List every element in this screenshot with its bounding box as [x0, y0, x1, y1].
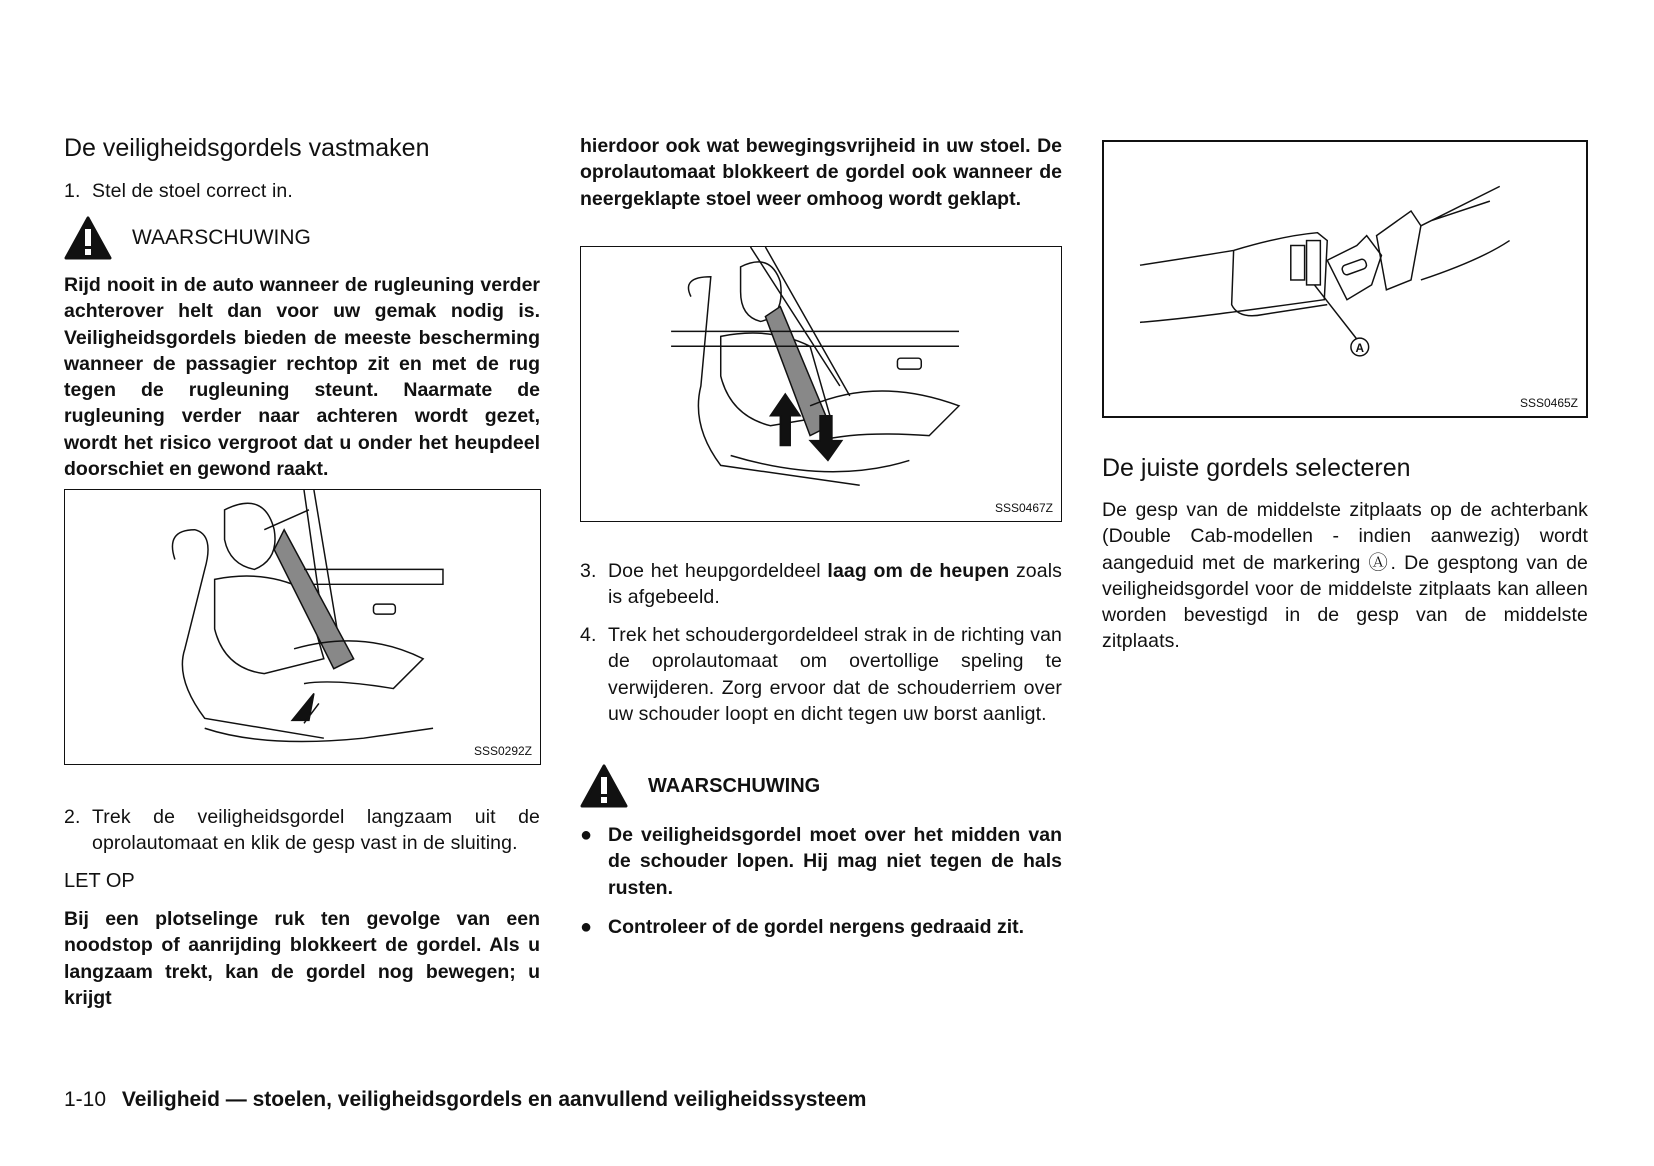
warning-text: Rijd nooit in de auto wanneer de rugleuning verder achterover helt dan voor uw gemak nodig is. Veiligheidsgordels bieden de meeste bescherming wanneer de passagier rechtop zit en met de rug tegen de rugleuning steunt. Naarmate de rugleuning verder naar achteren wordt gezet, wordt het risico vergroot dat u onder het heupdeel doorschiet en gewond raakt.: [64, 274, 540, 481]
section-body: De gesp van de middelste zitplaats op de achterbank (Double Cab-modellen - indien aanwezig) wordt aangeduid met de markering Ⓐ. De gesptong van de veiligheidsgordel voor de middelste zitplaats kan alleen worden bevestigd in de gesp van de middelste zitplaats.: [1102, 499, 1588, 653]
page-footer: [64, 1088, 866, 1112]
warning-label: WAARSCHUWING: [132, 226, 311, 249]
figure-code: SSS0465Z: [1519, 396, 1578, 410]
section-heading: De juiste gordels selecteren: [1102, 454, 1411, 482]
figure-lap-belt-illustration: [580, 246, 1062, 522]
chapter-title: Veiligheid — stoelen, veiligheidsgordels en aanvullend veiligheidssysteem: [121, 1088, 867, 1111]
warning-bullet: [580, 914, 1062, 940]
warning-triangle-icon: [64, 216, 112, 260]
step-1: [64, 178, 540, 204]
lap-belt-illustration: [581, 247, 1061, 521]
step-text: Trek de veiligheidsgordel langzaam uit de oprolautomaat en klik de gesp vast in de sluiting.: [92, 806, 540, 855]
step-4: [580, 622, 1062, 727]
seatbelt-illustration: [65, 490, 540, 764]
section-heading: De veiligheidsgordels vastmaken: [64, 134, 430, 162]
continued-text: hierdoor ook wat bewegingsvrijheid in uw stoel. De oprolautomaat blokkeert de gordel ook wanneer de neergeklapte stoel weer omhoog wordt geklapt.: [580, 135, 1062, 210]
bullet-icon: ●: [580, 824, 593, 846]
bullet-text: De veiligheidsgordel moet over het midden van de schouder lopen. Hij mag niet tegen de hals rusten.: [608, 824, 1062, 899]
bullet-text: Controleer of de gordel nergens gedraaid zit.: [608, 916, 1025, 938]
figure-marker: A: [1355, 340, 1365, 355]
figure-buckle-illustration: [1102, 140, 1588, 418]
figure-code: SSS0292Z: [473, 744, 532, 758]
step-number: 3.: [580, 560, 597, 582]
step-text: zoals is afgebeeld.: [608, 560, 1062, 609]
figure-seated-belt-illustration: [64, 489, 541, 765]
step-number: 1.: [64, 180, 81, 202]
note-text: Bij een plotselinge ruk ten gevolge van een noodstop of aanrijding blokkeert de gordel. Als u langzaam trekt, kan de gordel nog bewegen; u krijgt: [64, 908, 540, 1009]
figure-code: SSS0467Z: [994, 501, 1053, 515]
step-number: 2.: [64, 806, 81, 828]
warning-header: [64, 216, 311, 260]
step-text-bold: laag om de heupen: [827, 560, 1010, 582]
warning-triangle-icon: [580, 764, 628, 808]
warning-bullet: [580, 822, 1062, 901]
buckle-illustration: [1104, 142, 1586, 416]
step-number: 4.: [580, 624, 597, 646]
bullet-icon: ●: [580, 916, 593, 938]
warning-label: WAARSCHUWING: [648, 774, 821, 797]
step-2: [64, 804, 540, 857]
step-text: Doe het heupgordeldeel: [608, 560, 828, 582]
step-3: [580, 558, 1062, 611]
step-text: Trek het schoudergordeldeel strak in de richting van de oprolautomaat om overtollige speling te verwijderen. Zorg ervoor dat de schouderriem over uw schouder loopt en dicht tegen uw borst aanligt.: [608, 624, 1062, 725]
warning-header: [580, 764, 820, 808]
page-number: 1-10: [64, 1088, 107, 1111]
note-label: LET OP: [64, 870, 135, 892]
step-text: Stel de stoel correct in.: [92, 180, 293, 202]
